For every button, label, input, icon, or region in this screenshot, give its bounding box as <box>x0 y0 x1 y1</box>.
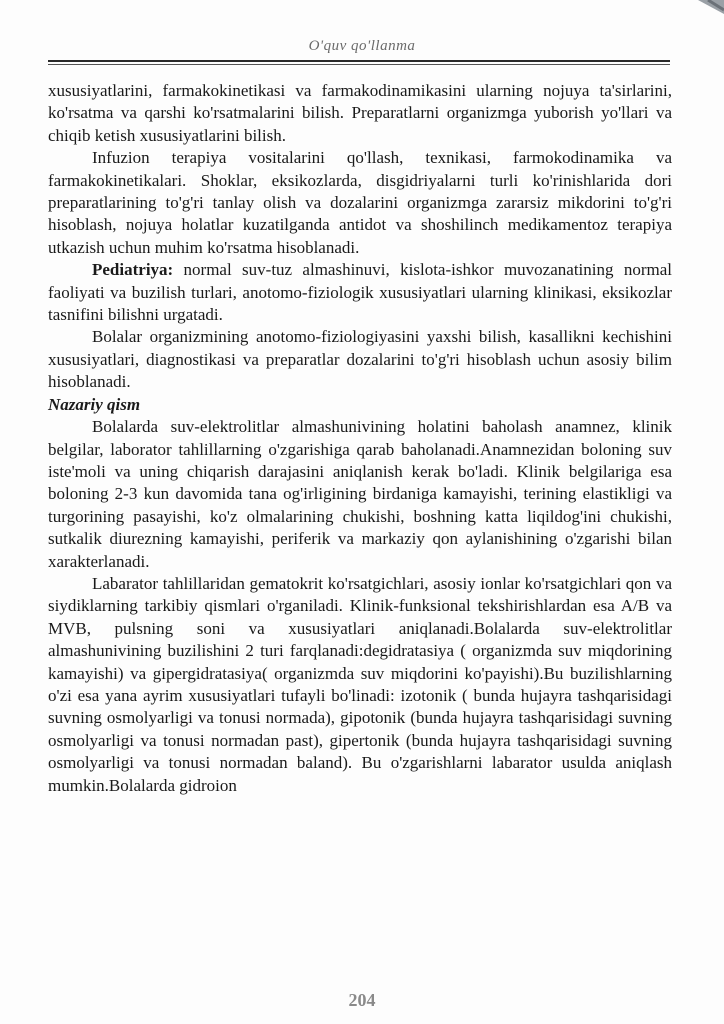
page-number: 204 <box>348 990 376 1010</box>
paragraph-1: xususiyatlarini, farmakokinetikasi va farmakodinamikasini ularning nojuya ta'sirlarini, ko'rsatma va qarshi ko'rsatmalarini bilish. Preparatlarni organizmga yuborish yo'llari va chiqib ketish xususiyatlarini bilish. <box>48 81 672 145</box>
header-rule-thin <box>48 64 670 65</box>
paragraph-2: Infuzion terapiya vositalarini qo'llash, texnikasi, farmokodinamika va farmakokinetikalari. Shoklar, eksikozlarda, disgidriyalarni turli ko'rinishlarida dori preparatlarining to'g'ri tanlay olish va dozalarini organizmga zararsiz mikdorini to'g'ri hisoblash, nojuya holatlar kuzatilganda antidot va shoshilinch medikamentoz terapiya utkazish uchun muhim ko'rsatma hisoblanadi. <box>48 148 672 257</box>
paragraph-5: Bolalarda suv-elektrolitlar almashunivining holatini baholash anamnez, klinik belgilar, laborator tahlillarning o'zgarishiga qarab baholanadi.Anamnezidan boloning suv iste'moli va uning chiqarish darajasini aniqlanish kerak bo'ladi. Klinik belgilariga esa boloning 2-3 kun davomida tana og'irligining birdaniga kamayishi, terining elastikligi va turgorining pasayishi, ko'z olmalarining chukishi, boshning katta liqildog'ini chukishi, sutkalik diurezning kamayishi, periferik va markaziy qon aylanishining o'zgarishi bilan xarakterlanadi. <box>48 417 672 571</box>
paragraph-3 <box>48 259 672 326</box>
header-rule <box>48 60 670 62</box>
paragraph-6: Labarator tahlillaridan gematokrit ko'rsatgichlari, asosiy ionlar ko'rsatgichlari qon va siydiklarning tarkibiy qismlari o'rganiladi. Klinik-funksional tekshirishlardan esa A/B va MVB, pulsning soni va xususiyatlari aniqlanadi.Bolalarda suv-elektrolitlar almashunivining buzilishini 2 turi farqlanadi:degidratasiya ( organizmda suv miqdorining kamayishi) va gipergidratasiya( organizmda suv miqdorini ko'payishi).Bu buzilishlarning o'zi esa yana ayrim xususiyatlari tufayli bo'linadi: izotonik ( bunda hujayra tashqarisidagi suvning osmolyarligi va tonusi normada), gipotonik (bunda hujayra tashqarisidagi suvning osmolyarligi va tonusi normadan past), gipertonik (bunda hujayra tashqarisidagi suvning osmolyarligi va tonusi normadan baland). Bu o'zgarishlarni labarator usulda aniqlash mumkin.Bolalarda gidroion <box>48 573 672 795</box>
pediatriya-label: Pediatriya: <box>92 260 174 280</box>
page-corner-mark <box>698 0 724 26</box>
paragraph-4: Bolalar organizmining anotomo-fiziologiyasini yaxshi bilish, kasallikni kechishini xususiyatlari, diagnostikasi va preparatlar dozalarini to'g'ri hisoblash uchun asosiy bilim hisoblanadi. <box>48 327 672 392</box>
paragraph-3-text: normal suv-tuz almashinuvi, kislota-ishkor muvozanatining normal faoliyati va buzilish turlari, anotomo-fiziologik xususiyatlari ularning klinikasi, eksikozlar tasnifini bilishni urgatadi. <box>48 260 672 325</box>
body-text <box>48 80 672 797</box>
section-heading: Nazariy qism <box>48 394 141 414</box>
running-head: O'quv qo'llanma <box>308 38 416 54</box>
